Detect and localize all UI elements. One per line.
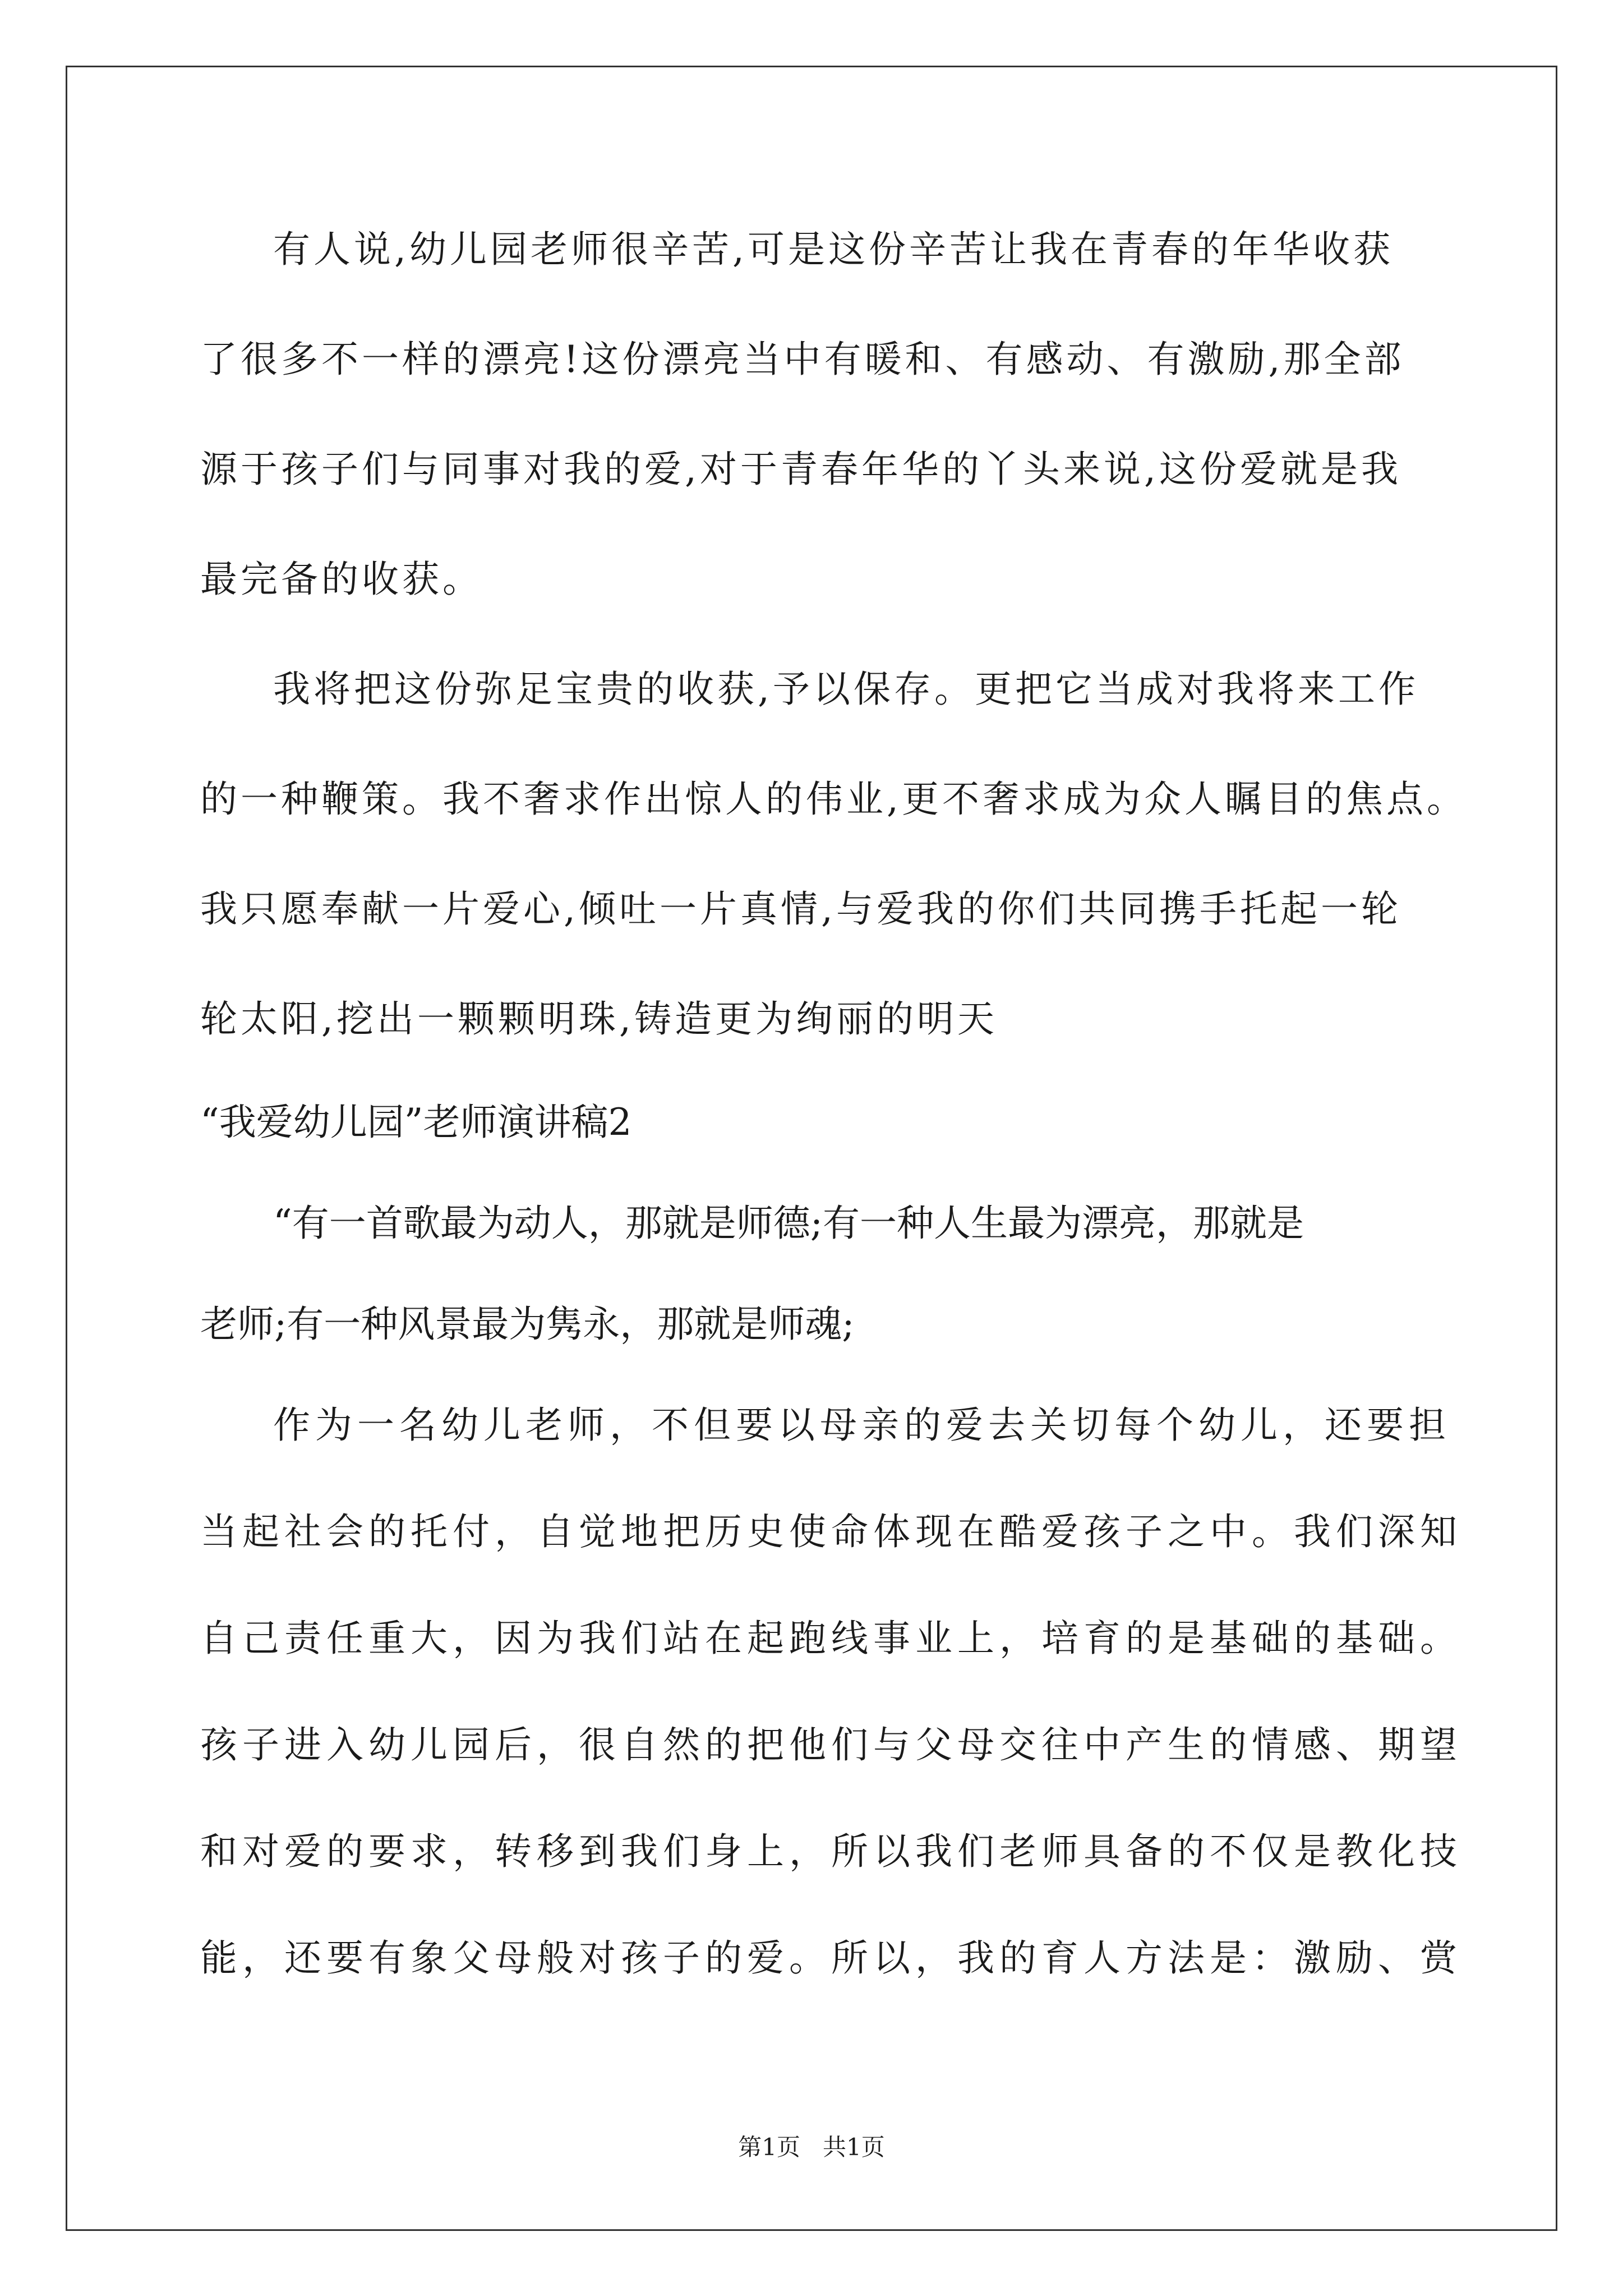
section-heading: “我爱幼儿园”老师演讲稿2 bbox=[200, 1101, 632, 1144]
paragraph2-line-4: 轮太阳,挖出一颗颗明珠,铸造更为绚丽的明天 bbox=[200, 997, 998, 1041]
paragraph4-line-4: 孩子进入幼儿园后，很自然的把他们与父母交往中产生的情感、期望 bbox=[200, 1723, 1462, 1766]
paragraph4-line-3: 自己责任重大，因为我们站在起跑线事业上，培育的是基础的基础。 bbox=[200, 1617, 1462, 1660]
page-footer: 第1页 共1页 bbox=[738, 2133, 885, 2161]
paragraph3-line-2: 老师;有一种风景最为隽永，那就是师魂; bbox=[200, 1303, 855, 1346]
paragraph2-line-3: 我只愿奉献一片爱心,倾吐一片真情,与爱我的你们共同携手托起一轮 bbox=[200, 887, 1401, 931]
paragraph1-line-4: 最完备的收获。 bbox=[200, 558, 483, 601]
paragraph4-line-2: 当起社会的托付，自觉地把历史使命体现在酷爱孩子之中。我们深知 bbox=[200, 1510, 1462, 1553]
page-border bbox=[66, 66, 1557, 2231]
paragraph4-line-1: 作为一名幼儿老师，不但要以母亲的爱去关切每个幼儿，还要担 bbox=[273, 1404, 1451, 1447]
paragraph2-line-2: 的一种鞭策。我不奢求作出惊人的伟业,更不奢求成为众人瞩目的焦点。 bbox=[200, 777, 1467, 821]
paragraph4-line-5: 和对爱的要求，转移到我们身上，所以我们老师具备的不仅是教化技 bbox=[200, 1830, 1462, 1873]
paragraph1-line-3: 源于孩子们与同事对我的爱,对于青春年华的丫头来说,这份爱就是我 bbox=[200, 448, 1401, 491]
paragraph3-line-1: “有一首歌最为动人，那就是师德;有一种人生最为漂亮，那就是 bbox=[273, 1202, 1304, 1245]
paragraph4-line-6: 能，还要有象父母般对孩子的爱。所以，我的育人方法是：激励、赏 bbox=[200, 1936, 1462, 1980]
paragraph1-line-1: 有人说,幼儿园老师很辛苦,可是这份辛苦让我在青春的年华收获 bbox=[273, 228, 1394, 271]
paragraph2-line-1: 我将把这份弥足宝贵的收获,予以保存。更把它当成对我将来工作 bbox=[273, 668, 1419, 711]
paragraph1-line-2: 了很多不一样的漂亮!这份漂亮当中有暖和、有感动、有激励,那全部 bbox=[200, 338, 1405, 381]
